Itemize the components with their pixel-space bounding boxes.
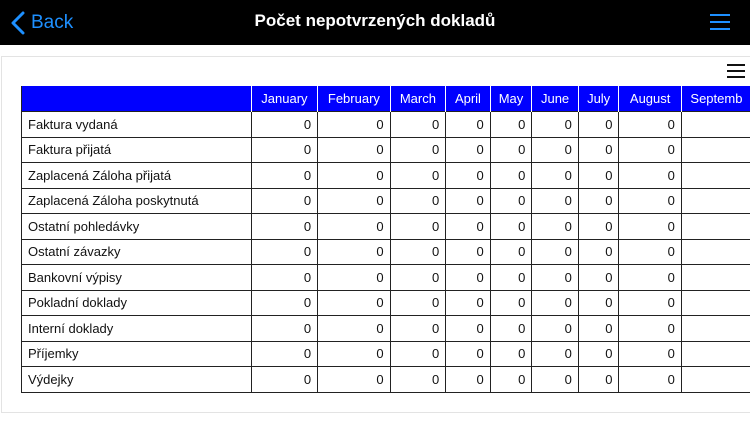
table-cell: 0 (532, 112, 579, 138)
table-cell: 0 (251, 188, 318, 214)
row-label: Faktura přijatá (22, 137, 252, 163)
table-cell: 0 (490, 163, 532, 189)
table-cell: 0 (578, 265, 619, 291)
table-cell: 0 (490, 137, 532, 163)
row-label: Ostatní pohledávky (22, 214, 252, 240)
table-cell: 0 (578, 239, 619, 265)
column-header[interactable]: April (446, 86, 491, 112)
row-label: Zaplacená Záloha poskytnutá (22, 188, 252, 214)
table-cell: 0 (251, 316, 318, 342)
column-header[interactable]: January (251, 86, 318, 112)
table-cell: 0 (490, 316, 532, 342)
table-row (22, 290, 750, 316)
header-label-column (22, 86, 252, 112)
table-cell: 0 (318, 239, 391, 265)
table-row (22, 367, 750, 393)
table-cell: 0 (390, 137, 446, 163)
table-cell: 0 (446, 265, 491, 291)
table-cell: 0 (532, 163, 579, 189)
table-cell (681, 265, 750, 291)
table-cell: 0 (390, 163, 446, 189)
table-cell: 0 (490, 188, 532, 214)
table-cell: 0 (490, 290, 532, 316)
column-header[interactable]: July (578, 86, 619, 112)
table-cell: 0 (390, 112, 446, 138)
row-label: Pokladní doklady (22, 290, 252, 316)
table-cell (681, 341, 750, 367)
table-cell: 0 (390, 188, 446, 214)
column-header[interactable]: August (619, 86, 681, 112)
table-cell: 0 (446, 239, 491, 265)
table-cell: 0 (446, 163, 491, 189)
table-cell: 0 (251, 214, 318, 240)
column-header[interactable]: March (390, 86, 446, 112)
table-cell: 0 (578, 163, 619, 189)
report-panel (1, 56, 750, 413)
table-cell: 0 (578, 137, 619, 163)
table-cell: 0 (578, 112, 619, 138)
table-cell: 0 (251, 163, 318, 189)
table-cell: 0 (318, 214, 391, 240)
table-cell: 0 (532, 367, 579, 393)
table-cell (681, 163, 750, 189)
column-header[interactable]: June (532, 86, 579, 112)
page-title: Počet nepotvrzených dokladů (254, 11, 496, 30)
table-cell (681, 316, 750, 342)
table-cell: 0 (446, 137, 491, 163)
row-label: Faktura vydaná (22, 112, 252, 138)
table-row (22, 316, 750, 342)
table-row (22, 137, 750, 163)
table-cell: 0 (390, 367, 446, 393)
navigation-bar (0, 0, 750, 45)
table-cell (681, 214, 750, 240)
table-cell: 0 (619, 112, 681, 138)
table-cell: 0 (251, 137, 318, 163)
table-cell: 0 (390, 290, 446, 316)
table-cell: 0 (619, 316, 681, 342)
column-header[interactable]: May (490, 86, 532, 112)
table-cell: 0 (251, 265, 318, 291)
table-row (22, 341, 750, 367)
documents-table (21, 86, 750, 393)
table-header-row (22, 86, 750, 112)
table-cell: 0 (390, 265, 446, 291)
table-cell: 0 (619, 367, 681, 393)
row-label: Výdejky (22, 367, 252, 393)
table-cell: 0 (446, 341, 491, 367)
table-cell: 0 (490, 265, 532, 291)
table-row (22, 214, 750, 240)
table-cell: 0 (318, 316, 391, 342)
table-row (22, 239, 750, 265)
table-cell: 0 (318, 188, 391, 214)
table-cell: 0 (390, 239, 446, 265)
table-cell: 0 (619, 214, 681, 240)
table-cell: 0 (532, 239, 579, 265)
table-cell: 0 (251, 367, 318, 393)
column-header[interactable]: February (318, 86, 391, 112)
table-cell: 0 (446, 290, 491, 316)
table-cell: 0 (490, 112, 532, 138)
table-cell: 0 (532, 214, 579, 240)
table-cell: 0 (619, 137, 681, 163)
table-cell: 0 (619, 265, 681, 291)
back-label: Back (31, 12, 74, 33)
table-cell: 0 (318, 137, 391, 163)
row-label: Zaplacená Záloha přijatá (22, 163, 252, 189)
table-cell: 0 (318, 290, 391, 316)
table-cell: 0 (532, 137, 579, 163)
row-label: Ostatní závazky (22, 239, 252, 265)
table-row (22, 163, 750, 189)
table-cell: 0 (532, 316, 579, 342)
table-cell: 0 (619, 188, 681, 214)
table-cell: 0 (251, 239, 318, 265)
table-cell: 0 (446, 367, 491, 393)
table-cell: 0 (446, 316, 491, 342)
table-cell (681, 290, 750, 316)
row-label: Bankovní výpisy (22, 265, 252, 291)
table-cell: 0 (490, 239, 532, 265)
table-cell (681, 112, 750, 138)
table-cell: 0 (251, 341, 318, 367)
hamburger-menu-icon[interactable] (710, 14, 730, 30)
table-cell: 0 (390, 214, 446, 240)
table-cell: 0 (532, 290, 579, 316)
table-cell: 0 (490, 367, 532, 393)
row-label: Příjemky (22, 341, 252, 367)
table-cell (681, 367, 750, 393)
table-cell: 0 (446, 188, 491, 214)
table-cell: 0 (578, 290, 619, 316)
table-cell (681, 137, 750, 163)
table-cell: 0 (532, 265, 579, 291)
table-cell: 0 (619, 290, 681, 316)
table-cell: 0 (446, 214, 491, 240)
table-menu-icon[interactable] (727, 64, 745, 78)
table-cell: 0 (578, 214, 619, 240)
table-row (22, 265, 750, 291)
table-cell: 0 (318, 112, 391, 138)
table-cell: 0 (251, 290, 318, 316)
table-row (22, 112, 750, 138)
table-cell: 0 (619, 341, 681, 367)
table-cell: 0 (318, 367, 391, 393)
table-cell (681, 188, 750, 214)
table-cell: 0 (251, 112, 318, 138)
table-cell: 0 (390, 316, 446, 342)
table-cell (681, 239, 750, 265)
table-cell: 0 (446, 112, 491, 138)
table-cell: 0 (619, 239, 681, 265)
table-cell: 0 (578, 188, 619, 214)
table-cell: 0 (578, 341, 619, 367)
table-cell: 0 (390, 341, 446, 367)
table-cell: 0 (619, 163, 681, 189)
row-label: Interní doklady (22, 316, 252, 342)
table-cell: 0 (578, 367, 619, 393)
table-cell: 0 (318, 163, 391, 189)
table-row (22, 188, 750, 214)
table-cell: 0 (578, 316, 619, 342)
table-cell: 0 (532, 341, 579, 367)
table-cell: 0 (532, 188, 579, 214)
table-cell: 0 (490, 214, 532, 240)
table-cell: 0 (490, 341, 532, 367)
table-cell: 0 (318, 341, 391, 367)
table-cell: 0 (318, 265, 391, 291)
column-header[interactable]: Septemb (681, 86, 750, 112)
